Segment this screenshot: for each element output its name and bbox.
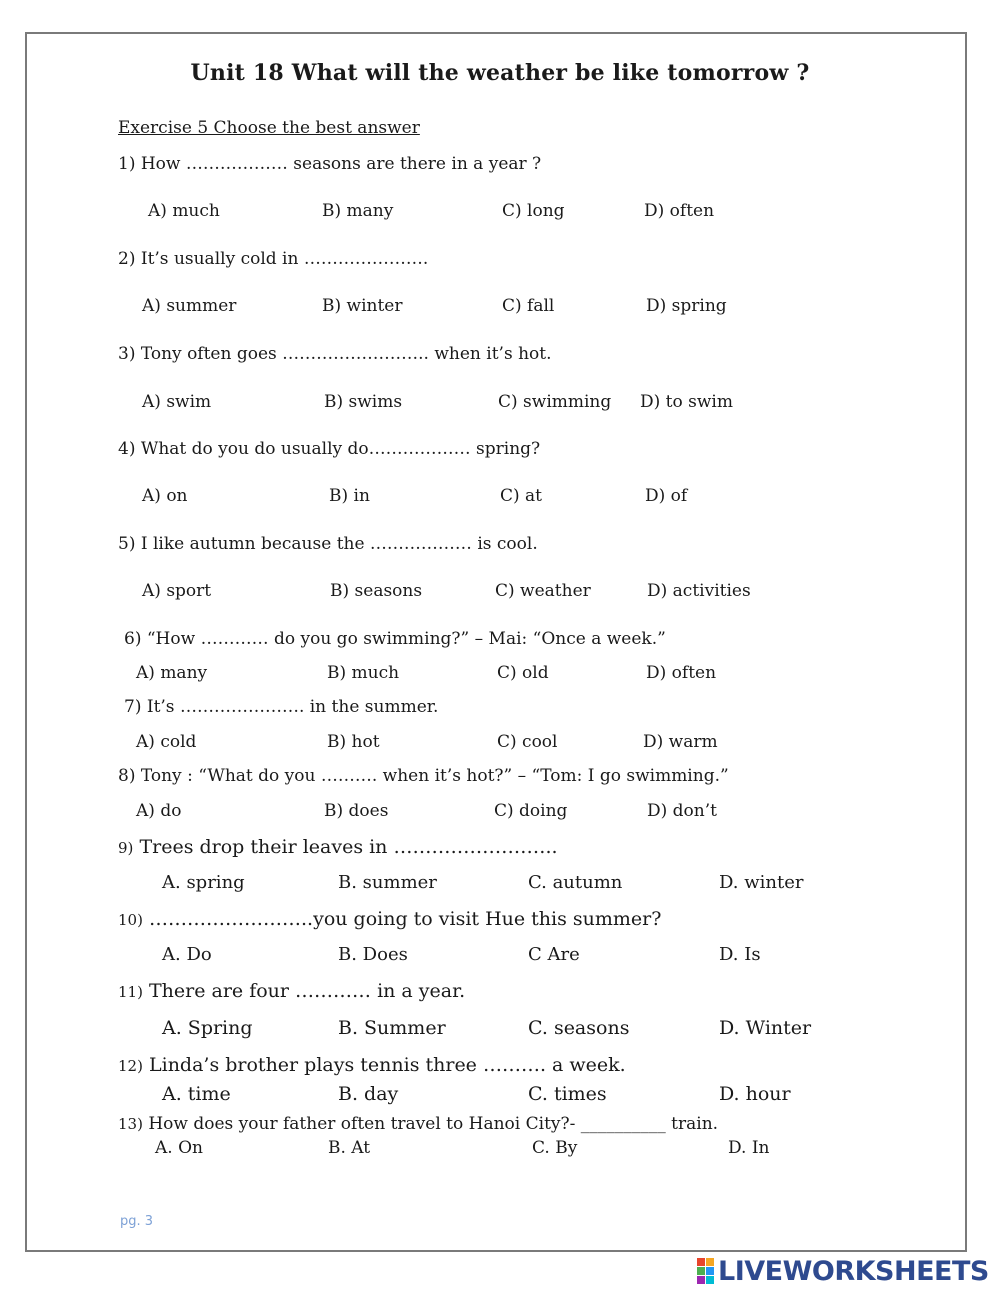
- question-text: I like autumn because the ……………… is cool.: [140, 534, 538, 554]
- q13-option-c[interactable]: C. By: [532, 1138, 578, 1158]
- q8-option-b[interactable]: B) does: [324, 801, 389, 821]
- q6-option-b[interactable]: B) much: [327, 663, 400, 683]
- q8-option-a[interactable]: A) do: [136, 801, 182, 821]
- q9-option-d[interactable]: D. winter: [719, 872, 804, 893]
- question-number: 9): [118, 839, 134, 857]
- question-text: It’s …………………. in the summer.: [146, 697, 439, 717]
- question-1: [118, 154, 541, 174]
- logo-blocks-icon: [697, 1258, 714, 1284]
- q3-option-c[interactable]: C) swimming: [498, 392, 612, 412]
- question-11: [118, 980, 465, 1002]
- q4-option-d[interactable]: D) of: [645, 486, 688, 506]
- q11-option-a[interactable]: A. Spring: [162, 1017, 253, 1039]
- brand-name: LIVEWORKSHEETS: [718, 1255, 989, 1287]
- question-number: 2): [118, 249, 136, 269]
- question-number: 6): [124, 629, 142, 649]
- question-number: 8): [118, 766, 136, 786]
- worksheet-title: Unit 18 What will the weather be like tomorrow ?: [190, 60, 810, 86]
- q8-option-d[interactable]: D) don’t: [647, 801, 717, 821]
- q1-option-a[interactable]: A) much: [148, 201, 220, 221]
- q9-option-a[interactable]: A. spring: [162, 872, 245, 893]
- q4-option-c[interactable]: C) at: [500, 486, 543, 506]
- q12-option-b[interactable]: B. day: [338, 1083, 399, 1105]
- question-text: ……………………..you going to visit Hue this summer?: [149, 908, 662, 930]
- question-10: [118, 908, 661, 930]
- q2-option-a[interactable]: A) summer: [142, 296, 237, 316]
- q12-option-a[interactable]: A. time: [162, 1083, 231, 1105]
- question-text: “How ………… do you go swimming?” – Mai: “Once a week.”: [146, 629, 666, 649]
- q6-option-a[interactable]: A) many: [136, 663, 208, 683]
- q3-option-b[interactable]: B) swims: [324, 392, 403, 412]
- q4-option-a[interactable]: A) on: [142, 486, 188, 506]
- question-9: [118, 836, 558, 858]
- question-number: 13): [118, 1115, 143, 1133]
- question-text: Tony often goes …………………….. when it’s hot.: [140, 344, 552, 364]
- q6-option-d[interactable]: D) often: [646, 663, 717, 683]
- question-4: [118, 439, 540, 459]
- q10-option-b[interactable]: B. Does: [338, 944, 408, 965]
- q2-option-b[interactable]: B) winter: [322, 296, 403, 316]
- q9-option-b[interactable]: B. summer: [338, 872, 437, 893]
- q10-option-d[interactable]: D. Is: [719, 944, 761, 965]
- question-8: [118, 766, 729, 786]
- q2-option-c[interactable]: C) fall: [502, 296, 555, 316]
- question-6: [124, 629, 666, 649]
- q11-option-d[interactable]: D. Winter: [719, 1017, 812, 1039]
- q3-option-a[interactable]: A) swim: [142, 392, 212, 412]
- q1-option-b[interactable]: B) many: [322, 201, 394, 221]
- question-number: 11): [118, 983, 143, 1001]
- question-number: 12): [118, 1057, 143, 1075]
- q4-option-b[interactable]: B) in: [329, 486, 370, 506]
- q12-option-d[interactable]: D. hour: [719, 1083, 791, 1105]
- q5-option-d[interactable]: D) activities: [647, 581, 751, 601]
- question-13: [118, 1114, 718, 1134]
- q13-option-a[interactable]: A. On: [155, 1138, 203, 1158]
- question-text: There are four ………… in a year.: [149, 980, 466, 1002]
- q5-option-c[interactable]: C) weather: [495, 581, 591, 601]
- q9-option-c[interactable]: C. autumn: [528, 872, 623, 893]
- q1-option-c[interactable]: C) long: [502, 201, 565, 221]
- q7-option-c[interactable]: C) cool: [497, 732, 558, 752]
- q10-option-a[interactable]: A. Do: [162, 944, 212, 965]
- question-number: 5): [118, 534, 136, 554]
- q11-option-c[interactable]: C. seasons: [528, 1017, 630, 1039]
- question-text: It’s usually cold in ………………….: [140, 249, 429, 269]
- question-text: How does your father often travel to Hanoi City?- __________ train.: [148, 1114, 719, 1134]
- question-text: Linda’s brother plays tennis three ………. a week.: [149, 1054, 626, 1076]
- question-number: 1): [118, 154, 136, 174]
- question-number: 3): [118, 344, 136, 364]
- question-number: 10): [118, 911, 143, 929]
- exercise-heading: Exercise 5 Choose the best answer: [118, 118, 420, 138]
- liveworksheets-logo: [697, 1256, 989, 1286]
- q5-option-a[interactable]: A) sport: [142, 581, 212, 601]
- question-12: [118, 1054, 626, 1076]
- q6-option-c[interactable]: C) old: [497, 663, 549, 683]
- question-text: How ……………… seasons are there in a year ?: [140, 154, 542, 174]
- q5-option-b[interactable]: B) seasons: [330, 581, 423, 601]
- q7-option-a[interactable]: A) cold: [136, 732, 197, 752]
- q8-option-c[interactable]: C) doing: [494, 801, 568, 821]
- question-number: 4): [118, 439, 136, 459]
- question-5: [118, 534, 538, 554]
- q2-option-d[interactable]: D) spring: [646, 296, 727, 316]
- q1-option-d[interactable]: D) often: [644, 201, 715, 221]
- page-number: pg. 3: [120, 1214, 154, 1229]
- question-7: [124, 697, 438, 717]
- question-text: Trees drop their leaves in ……………………..: [139, 836, 558, 858]
- question-text: Tony : “What do you ………. when it’s hot?” – “Tom: I go swimming.”: [140, 766, 729, 786]
- q13-option-b[interactable]: B. At: [328, 1138, 371, 1158]
- question-2: [118, 249, 428, 269]
- q10-option-c[interactable]: C Are: [528, 944, 580, 965]
- question-number: 7): [124, 697, 142, 717]
- question-text: What do you do usually do……………… spring?: [140, 439, 541, 459]
- q12-option-c[interactable]: C. times: [528, 1083, 607, 1105]
- q13-option-d[interactable]: D. In: [728, 1138, 770, 1158]
- question-3: [118, 344, 552, 364]
- q7-option-d[interactable]: D) warm: [643, 732, 718, 752]
- q3-option-d[interactable]: D) to swim: [640, 392, 733, 412]
- q11-option-b[interactable]: B. Summer: [338, 1017, 446, 1039]
- q7-option-b[interactable]: B) hot: [327, 732, 380, 752]
